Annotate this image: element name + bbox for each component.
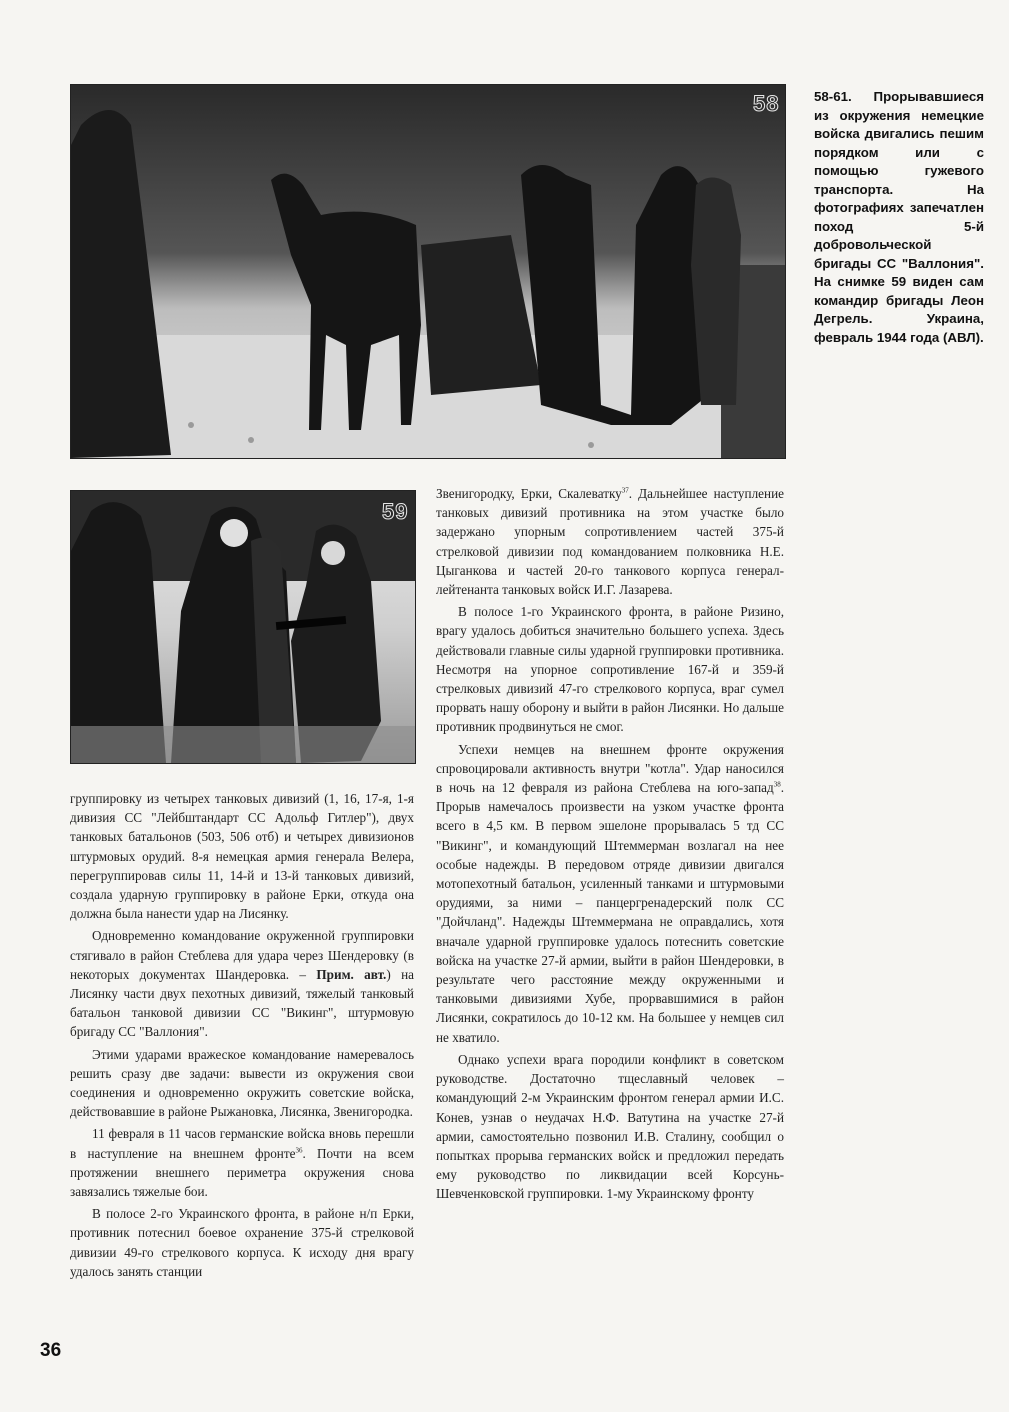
paragraph: В полосе 1-го Украинского фронта, в районе Ризино, врагу удалось добиться значительно большего успеха. Здесь действовали главные силы ударной группировки противника. Несмотря на упорное сопротивление 167-й и 359-й стрелковых дивизий 47-го стрелкового корпуса, враг сумел прорвать нашу оборону и выйти в район Лисянки. Но дальше противник продвинуться не смог. [436,604,784,735]
photo-58-image [71,85,785,458]
footnote-ref: 37 [621,486,629,495]
photo-number: 59 [382,499,409,524]
paragraph: группировку из четырех танковых дивизий (1, 16, 17-я, 1-я дивизия СС "Лейбштандарт СС Адольф Гитлер"), двух танковых батальонов (503, 506 отб) и четырех дивизионов штурмовых орудий. 8-я немецкая армия генерала Велера, перегруппировав силы 11, 14-й и 13-й танковых дивизий, создала ударную группировку в районе Ерки, откуда она должна была нанести удар на Лисянку. [70,791,414,922]
photo-59 [70,490,416,764]
figure-caption: 58-61. Прорывавшиеся из окружения немецкие войска двигались пешим порядком или с помощью гужевого транспорта. На фотографиях запечатлен поход 5-й добровольческой бригады СС "Валлония". На снимке 59 виден сам командир бригады Леон Дегрель. Украина, февраль 1944 года (АВЛ). [814,89,984,345]
page-number: 36 [40,1340,62,1361]
left-text-column [70,789,414,1284]
paragraph: Однако успехи врага породили конфликт в советском руководстве. Достаточно тщеславный человек – командующий 2-м Украинским фронтом генерал армии И.С. Конев, узнав о неудачах Н.Ф. Ватутина на участке 27-й армии, самостоятельно позвонил И.В. Сталину, сообщил о попытках прорыва германских войск и предложил передать ему руководство по ликвидации всей Корсунь-Шевченковской группировки. 1-му Украинскому фронту [436,1051,784,1202]
photo-58 [70,84,786,459]
footnote-ref: 36 [295,1146,303,1155]
paragraph: Этими ударами вражеское командование намеревалось решить сразу две задачи: вывести из окружения свои соединения и одновременно окружить советские войска, действовавшие в районе Рыжановка, Лисянка, Звенигородка. [70,1046,414,1120]
paragraph: Успехи немцев на внешнем фронте окружения спровоцировали активность внутри "котла". Удар наносился в ночь на 12 февраля из района Стеблева на юго-запад$^{38}$. Прорыв намечалось произвести на узком участке фронта всего в 4,5 км. В первом эшелоне прорывалась 5 тд СС "Викинг", и командующий Штеммерман возлагал на нее особые надежды. В передовом отряде дивизии двигался мотопехотный батальон, усиленный танками и штурмовыми орудиями, за ними – панцергренадерский полк СС "Дойчланд". Надежды Штеммермана не оправдались, хотя вначале ударной группировке удалось потеснить советские войска на участке 27-й армии, выйти в район Шендеровки, в результате чего расстояние между окруженными и танковыми дивизиями Хубе, прорвавшимися в район Лисянки, сократилось до 10-12 км. На большее у немцев сил не хватило. [436,741,784,1045]
paragraph: 11 февраля в 11 часов германские войска вновь перешли в наступление на внешнем фронте$^{36}$. Почти на всем протяжении внешнего периметра окружения снова завязались тяжелые бои. [70,1126,414,1200]
paragraph: Звенигородку, Ерки, Скалеватку$^{37}$. Дальнейшее наступление танковых дивизий противника на этом участке было задержано упорным сопротивлением частей 375-й стрелковой дивизии под командованием полковника Н.Е. Цыганкова и частей 20-го танкового корпуса генерал-лейтенанта танковых войск И.Г. Лазарева. [436,486,784,598]
footnote-ref: 38 [773,780,781,789]
photo-59-image [71,491,415,763]
author-note: Прим. авт. [316,966,387,982]
photo-number: 58 [753,91,780,116]
right-text-column [436,484,784,1207]
paragraph: В полосе 2-го Украинского фронта, в районе н/п Ерки, противник потеснил боевое охранение 375-й стрелковой дивизии 49-го стрелкового корпуса. К исходу дня врагу удалось занять станции [70,1206,414,1279]
paragraph: Одновременно командование окруженной группировки стягивало в район Стеблева для удара через Шендеровку (в некоторых документах Шандеровка. – Прим. авт.) на Лисянку части двух пехотных дивизий, тяжелый танковый батальон танковой дивизии СС "Викинг", штурмовую бригаду СС "Валлония". [70,928,415,1040]
